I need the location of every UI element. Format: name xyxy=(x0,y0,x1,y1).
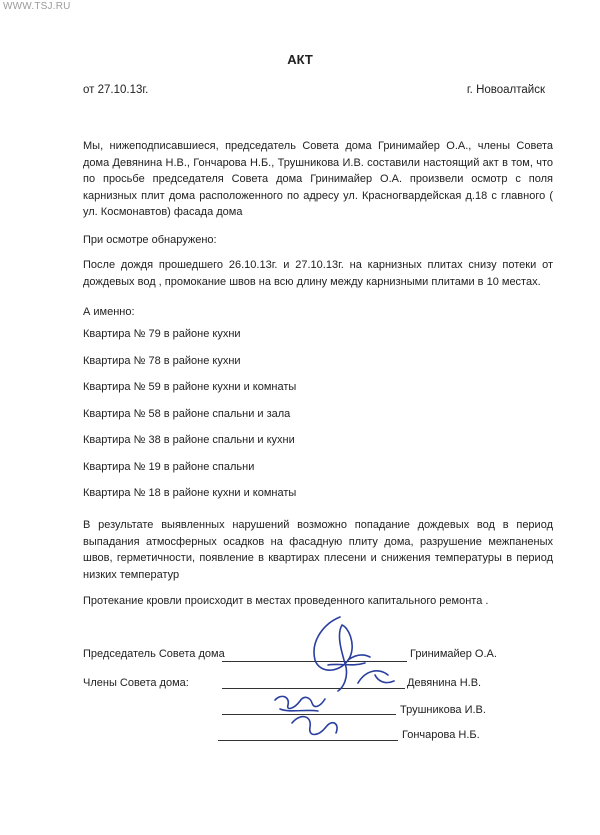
apartment-item: Квартира № 18 в районе кухни и комнаты xyxy=(83,487,297,499)
members-label: Члены Совета дома: xyxy=(83,677,189,689)
apartment-item: Квартира № 38 в районе спальни и кухни xyxy=(83,434,295,446)
apartment-item: Квартира № 78 в районе кухни xyxy=(83,354,241,367)
chair-signature-stroke xyxy=(314,617,352,691)
member3-name: Гончарова Н.Б. xyxy=(402,729,480,741)
chair-label: Председатель Совета дома xyxy=(83,648,225,660)
document-city: г. Новоалтайск xyxy=(466,84,545,96)
apartment-item: Квартира № 59 в районе кухни и комнаты xyxy=(83,381,297,393)
member1-signature-stroke xyxy=(358,671,394,683)
watermark-text: WWW.TSJ.RU xyxy=(3,1,71,12)
document-title: АКТ xyxy=(287,52,313,67)
handwritten-signatures xyxy=(270,605,420,745)
chair-name: Гринимайер О.А. xyxy=(410,648,497,660)
found-heading: При осмотре обнаружено: xyxy=(83,234,217,246)
leak-paragraph: Протекание кровли происходит в местах проведенного капитального ремонта . xyxy=(83,595,489,607)
intro-paragraph: Мы, нижеподписавшиеся, председатель Совета дома Гринимайер О.А., члены Совета дома Девянина Н.В., Гончарова Н.Б., Трушникова И.В. составили настоящий акт в том, что по просьбе председателя Совета дома Гринимайер О.А. произвели осмотр с поля карнизных плит дома расположенного по адресу ул. Красногвардейская д.18 с главного ( ул. Космонавтов) фасада дома xyxy=(83,140,553,218)
member3-signature-stroke xyxy=(292,717,337,735)
namely-heading: А именно: xyxy=(83,306,135,318)
apartment-item: Квартира № 19 в районе спальни xyxy=(83,460,255,473)
document-date: от 27.10.13г. xyxy=(83,84,149,96)
apartment-list xyxy=(83,326,553,512)
member2-signature-stroke xyxy=(275,696,325,708)
member1-name: Девянина Н.В. xyxy=(407,677,482,689)
apartment-item: Квартира № 79 в районе кухни xyxy=(83,328,241,340)
member2-name: Трушникова И.В. xyxy=(400,704,486,716)
member2-signature-underline xyxy=(280,709,318,711)
apartment-item: Квартира № 58 в районе спальни и зала xyxy=(83,407,291,420)
result-paragraph: В результате выявленных нарушений возможно попадание дождевых вод в период выпадания атмосферных осадков на фасадную плиту дома, разрушение межпаненых швов, герметичности, появление в квартирах плесени и снижения температуры в период низких температур xyxy=(83,519,553,581)
after-rain-paragraph: После дождя прошедшего 26.10.13г. и 27.10.13г. на карнизных плитах снизу потеки от дождевых вод , промокание швов на всю длину между карнизными плитами в 10 местах. xyxy=(83,259,553,288)
